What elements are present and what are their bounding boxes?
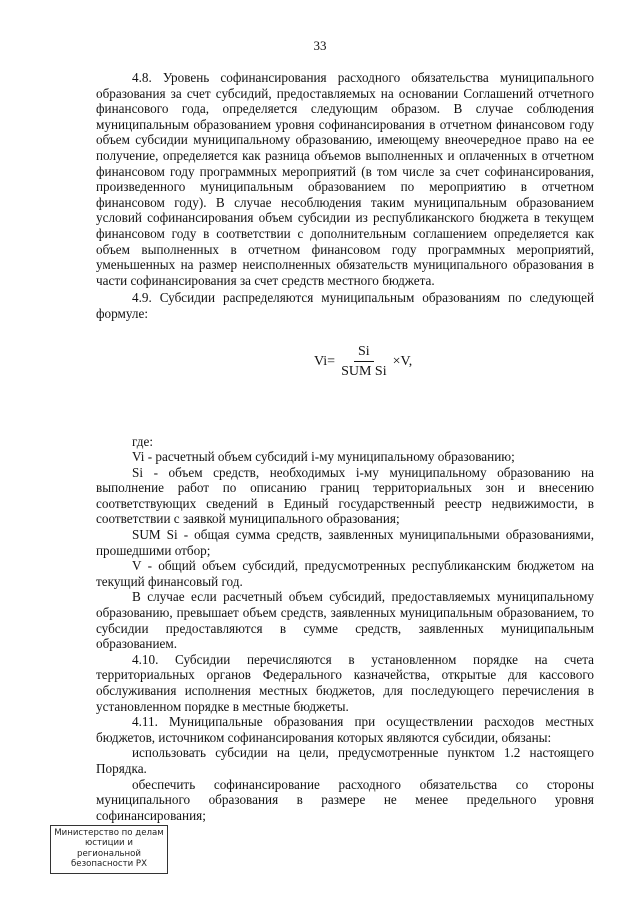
ministry-stamp: [50, 825, 168, 874]
paragraph-def-sum-si: SUM Si - общая сумма средств, заявленных муниципальными образованиями, прошедшими отбор;: [96, 527, 594, 558]
stamp-line-3: безопасности РХ: [70, 859, 148, 870]
paragraph-4-8: 4.8. Уровень софинансирования расходного обязательства муниципального образования за счет субсидий, предоставляемых на основании Соглашений отчетного финансового года, определяется следующим образом. В случае соблюдения муниципальным образованием уровня софинансирования в отчетном финансовом году объем субсидии муниципальному образованию, имеющему внеочередное право на ее получение, определяется как разница объемов выполненных и оплаченных в отчетном финансовом году программных мероприятий (в том числе за счет софинансирования, произведенного муниципальным образованием по мероприятию в отчетном финансовом году). В случае несоблюдения таким муниципальным образованием условий софинансирования объем субсидии из республиканского бюджета в текущем финансовом году в соответствии с дополнительным соглашением определяется как объем выполненных в отчетном финансовом году программных мероприятий, уменьшенных на размер неисполненных обязательств муниципального образования в части софинансирования за счет средств местного бюджета.: [96, 70, 594, 288]
paragraph-4-11: 4.11. Муниципальные образования при осуществлении расходов местных бюджетов, источником софинансирования которых являются субсидии, обязаны:: [96, 714, 594, 745]
paragraph-def-v: V - общий объем субсидий, предусмотренных республиканским бюджетом на текущий финансовый год.: [96, 558, 594, 589]
paragraph-def-si: Si - объем средств, необходимых i-му муниципальному образованию на выполнение работ по описанию границ территориальных зон и внесению соответствующих сведений в Единый государственный реестр недвижимости, в соответствии с заявкой муниципального образования;: [96, 464, 594, 527]
paragraph-cofinancing: обеспечить софинансирование расходного обязательства со стороны муниципального образования в размере не менее предельного уровня софинансирования;: [96, 776, 594, 823]
formula-rhs: ×V,: [392, 353, 413, 369]
paragraph-where: где:: [132, 433, 153, 449]
formula-denominator: SUM Si: [341, 364, 387, 380]
paragraph-excess: В случае если расчетный объем субсидий, предоставляемых муниципальному образованию, превышает объем средств, заявленных муниципальным образованием, то субсидии предоставляются в сумме средств, заявленных муниципальным образованием.: [96, 589, 594, 652]
document-body: [96, 70, 594, 823]
paragraph-def-vi: Vi - расчетный объем субсидий i-му муниципальному образованию;: [132, 449, 515, 465]
stamp-line-2: юстиции и региональной: [76, 838, 141, 859]
paragraph-4-9: 4.9. Субсидии распределяются муниципальным образованиям по следующей формуле:: [96, 290, 594, 321]
formula-numerator: Si: [354, 344, 374, 363]
paragraph-4-10: 4.10. Субсидии перечисляются в установленном порядке на счета территориальных органов Федерального казначейства, открытые для кассового обслуживания исполнения местных бюджетов, для последующего перечисления в установленном порядке в местные бюджеты.: [96, 651, 594, 714]
paragraph-use-subsidies: использовать субсидии на цели, предусмотренные пунктом 1.2 настоящего Порядка.: [96, 745, 594, 776]
formula-fraction: [337, 344, 391, 380]
stamp-line-1: Министерство по делам: [54, 828, 164, 838]
page-number: 33: [313, 38, 327, 53]
formula: [96, 334, 594, 412]
formula-lhs: Vi=: [314, 353, 336, 369]
